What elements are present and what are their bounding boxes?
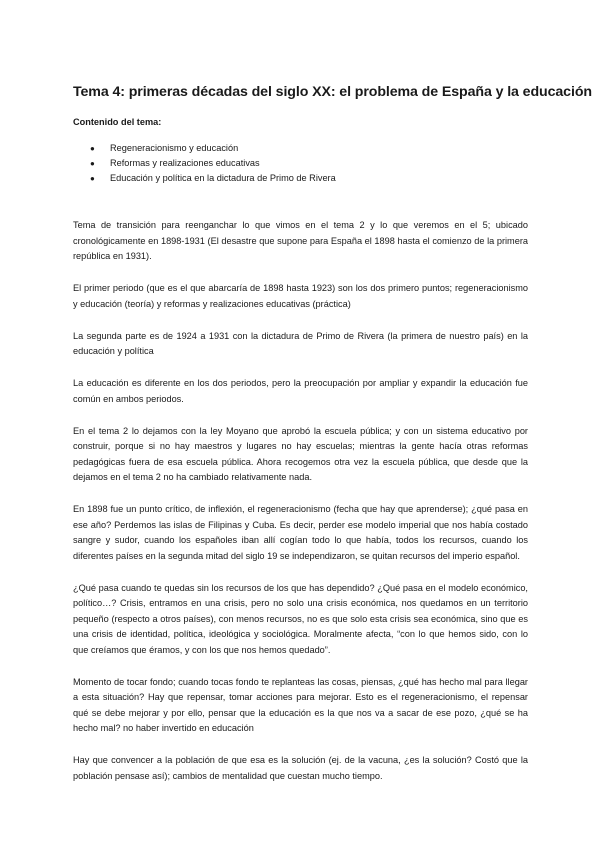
topic-item: ● Educación y política en la dictadura de Primo de Rivera — [90, 171, 336, 186]
topic-list — [90, 141, 336, 186]
document-title: Tema 4: primeras décadas del siglo XX: el problema de España y la educación — [73, 84, 592, 100]
paragraph: Momento de tocar fondo; cuando tocas fondo te replanteas las cosas, piensas, ¿qué has hecho mal para llegar a esta situación? Hay que repensar, tomar acciones para mejorar. Esto es el regeneracionismo, el repensar qué se debe mejorar y por ello, pensar que la educación es la que nos va a sacar de ese pozo, ¿qué se ha hecho mal? no haber invertido en educación — [73, 676, 528, 733]
paragraph: En 1898 fue un punto crítico, de inflexión, el regeneracionismo (fecha que hay que aprenderse); ¿qué pasa en ese año? Perdemos las islas de Filipinas y Cuba. Es decir, perder ese modelo imperial que nos había costado sangre y sudor, cuando los españoles iban allí cogían todo lo que había, todos los recursos, cuando los diferentes países en la segunda mitad del siglo 19 se independizaron, se quitan recursos del imperio español. — [73, 504, 528, 561]
topic-item: ● Regeneracionismo y educación — [90, 141, 336, 156]
paragraph: La educación es diferente en los dos periodos, pero la preocupación por ampliar y expandir la educación fue común en ambos periodos. — [73, 378, 528, 404]
paragraph: Tema de transición para reenganchar lo que vimos en el tema 2 y lo que veremos en el 5; ubicado cronológicamente en 1898-1931 (El desastre que supone para España el 1898 hasta el comienzo de la primera república en 1931). — [73, 220, 528, 261]
paragraph: En el tema 2 lo dejamos con la ley Moyano que aprobó la escuela pública; y con un sistema educativo por construir, porque si no hay maestros y lugares no hay escuelas; mientras la gente hacía otras reformas pedagógicas fuera de esa escuela pública. Ahora recogemos otra vez la escuela pública, que desde que la dejamos en el tema 2 no ha cambiado relativamente nada. — [73, 425, 528, 482]
paragraph: Hay que convencer a la población de que esa es la solución (ej. de la vacuna, ¿es la solución? Costó que la población pensase así); cambios de mentalidad que cuestan mucho tiempo. — [73, 755, 528, 781]
paragraph: La segunda parte es de 1924 a 1931 con la dictadura de Primo de Rivera (la primera de nuestro país) en la educación y política — [73, 330, 528, 356]
document-body — [73, 218, 528, 801]
paragraph: ¿Qué pasa cuando te quedas sin los recursos de los que has dependido? ¿Qué pasa en el modelo económico, político…? Crisis, entramos en una crisis, pero no solo una crisis económica, nos quedamos en un territorio pequeño (respecto a otros países), con menos recursos, no es que solo esta crisis sea económica, sino que es una crisis de identidad, política, ideológica y sociológica. Moralmente afecta, “con lo que hemos sido, con lo que creíamos que éramos, y con los que nos hemos quedado”. — [73, 582, 528, 655]
contents-label: Contenido del tema: — [73, 117, 162, 127]
paragraph: El primer periodo (que es el que abarcaría de 1898 hasta 1923) son los dos primero puntos; regeneracionismo y educación (teoría) y reformas y realizaciones educativas (práctica) — [73, 283, 528, 309]
topic-item: ● Reformas y realizaciones educativas — [90, 156, 336, 171]
